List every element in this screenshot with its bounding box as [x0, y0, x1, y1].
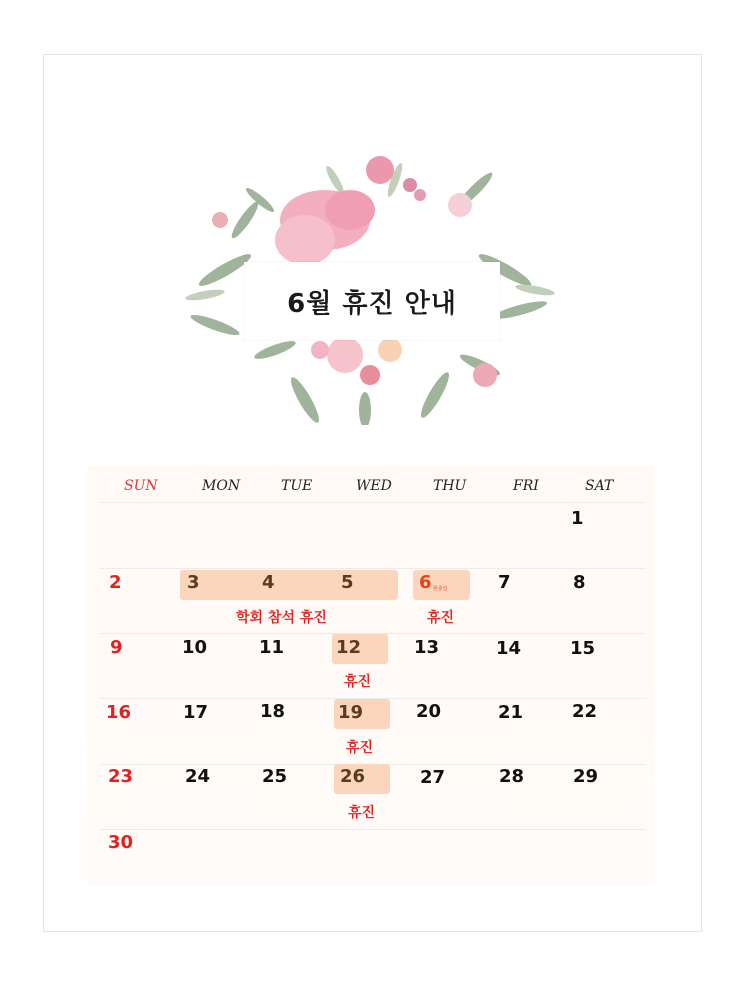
day26-closed-note: 휴진: [348, 805, 376, 821]
day-17: 17: [183, 702, 209, 723]
day-25: 25: [262, 766, 288, 787]
day-2: 2: [109, 572, 122, 593]
day19-closed-note: 휴진: [346, 740, 374, 756]
grid-line: [100, 568, 646, 569]
day-19: 19: [338, 702, 364, 723]
day-15: 15: [570, 638, 596, 659]
weekday-tue: TUE: [281, 478, 313, 494]
day-22: 22: [572, 701, 598, 722]
day-26: 26: [340, 766, 366, 787]
day-3: 3: [187, 572, 200, 593]
day-6: 6: [419, 572, 432, 593]
day-10: 10: [182, 637, 208, 658]
day-12: 12: [336, 637, 362, 658]
day-4: 4: [262, 572, 275, 593]
title-box: [244, 262, 500, 340]
day12-closed-note: 휴진: [344, 674, 372, 690]
day-9: 9: [110, 637, 123, 658]
grid-line: [100, 829, 646, 830]
weekday-thu: THU: [433, 478, 467, 494]
day-24: 24: [185, 766, 211, 787]
day-8: 8: [573, 572, 586, 593]
day-11: 11: [259, 637, 285, 658]
grid-line: [100, 502, 646, 503]
day-28: 28: [499, 766, 525, 787]
day-14: 14: [496, 638, 522, 659]
weekday-fri: FRI: [513, 478, 539, 494]
day-27: 27: [420, 767, 446, 788]
conference-closed-note: 학회 참석 휴진: [236, 610, 327, 626]
weekday-wed: WED: [356, 478, 392, 494]
day-29: 29: [573, 766, 599, 787]
thu-closed-note: 휴진: [427, 610, 455, 626]
day-13: 13: [414, 637, 440, 658]
day-7: 7: [498, 572, 511, 593]
day-5: 5: [341, 572, 354, 593]
day-1: 1: [571, 508, 584, 529]
day-30: 30: [108, 832, 134, 853]
day-23: 23: [108, 766, 134, 787]
weekday-sat: SAT: [585, 478, 614, 494]
weekday-sun: SUN: [124, 478, 158, 494]
day-21: 21: [498, 702, 524, 723]
holiday-label: 현충일: [433, 586, 448, 592]
conference-closed-highlight: [180, 570, 398, 600]
day-20: 20: [416, 701, 442, 722]
day-18: 18: [260, 701, 286, 722]
page-title: 6월 휴진 안내: [287, 288, 457, 319]
day-16: 16: [106, 702, 132, 723]
weekday-mon: MON: [202, 478, 241, 494]
